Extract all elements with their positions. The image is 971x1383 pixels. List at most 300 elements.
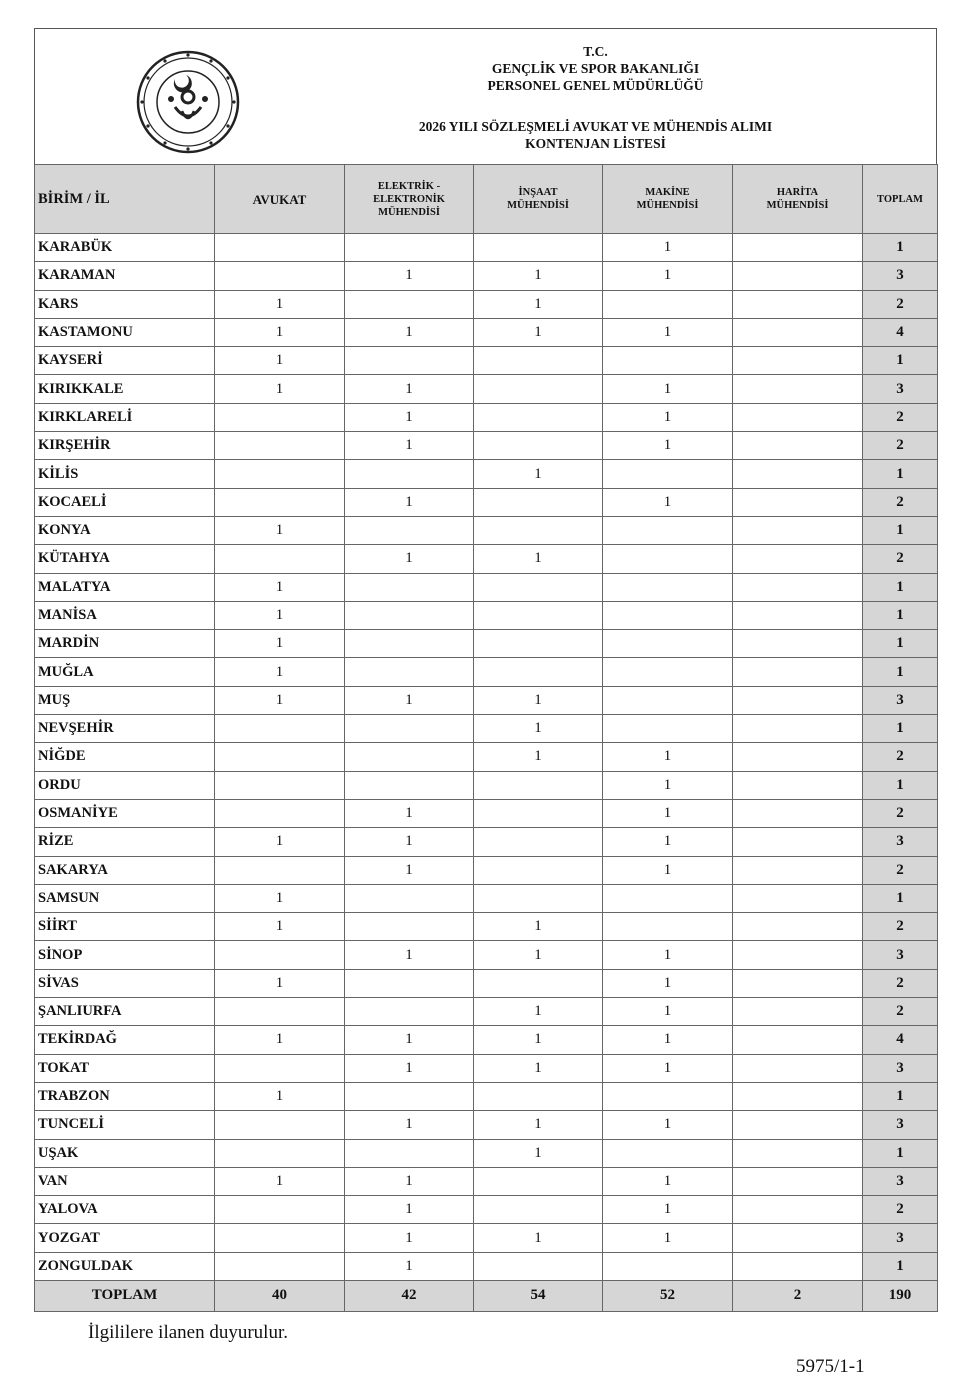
quota-cell [733, 234, 863, 262]
province-name: ZONGULDAK [35, 1252, 215, 1280]
quota-cell: 1 [345, 488, 474, 516]
province-name: KIRIKKALE [35, 375, 215, 403]
quota-cell: 1 [474, 1224, 603, 1252]
row-total: 2 [863, 1196, 938, 1224]
province-name: YOZGAT [35, 1224, 215, 1252]
province-name: SAMSUN [35, 884, 215, 912]
quota-cell [603, 884, 733, 912]
table-row [35, 432, 938, 460]
row-total: 1 [863, 884, 938, 912]
province-name: ORDU [35, 771, 215, 799]
col-header-survey-line: MÜHENDİSİ [766, 200, 829, 211]
col-header-mechanical [603, 165, 733, 234]
table-row [35, 1252, 938, 1280]
province-name: SİNOP [35, 941, 215, 969]
table-body [35, 234, 938, 1281]
quota-cell [733, 799, 863, 827]
quota-cell [474, 234, 603, 262]
totals-row [35, 1280, 938, 1311]
quota-cell: 1 [345, 375, 474, 403]
quota-cell [733, 601, 863, 629]
province-name: KARS [35, 290, 215, 318]
province-name: YALOVA [35, 1196, 215, 1224]
document-code: 5975/1-1 [796, 1356, 865, 1377]
col-header-unit: BİRİM / İL [35, 165, 215, 234]
quota-cell [733, 998, 863, 1026]
quota-cell [345, 913, 474, 941]
quota-cell [345, 630, 474, 658]
quota-cell: 1 [603, 1026, 733, 1054]
table-row [35, 460, 938, 488]
quota-cell [474, 375, 603, 403]
totals-grand: 190 [863, 1280, 938, 1311]
quota-cell: 1 [603, 1224, 733, 1252]
row-total: 1 [863, 658, 938, 686]
quota-cell [215, 262, 345, 290]
quota-cell: 1 [345, 545, 474, 573]
quota-cell: 1 [345, 828, 474, 856]
quota-cell [733, 1054, 863, 1082]
table-row [35, 488, 938, 516]
quota-cell: 1 [345, 1224, 474, 1252]
row-total: 1 [863, 516, 938, 544]
quota-cell: 1 [215, 318, 345, 346]
quota-cell: 1 [215, 516, 345, 544]
col-header-civil-line: İNŞAAT [518, 187, 558, 198]
table-row [35, 630, 938, 658]
quota-cell: 1 [474, 460, 603, 488]
quota-cell [603, 1139, 733, 1167]
province-name: NEVŞEHİR [35, 715, 215, 743]
quota-cell: 1 [603, 488, 733, 516]
row-total: 3 [863, 375, 938, 403]
col-header-civil-line: MÜHENDİSİ [507, 200, 569, 211]
quota-cell [215, 715, 345, 743]
quota-cell: 1 [345, 318, 474, 346]
province-name: KARAMAN [35, 262, 215, 290]
col-header-electrical [345, 165, 474, 234]
quota-cell [345, 1139, 474, 1167]
row-total: 1 [863, 460, 938, 488]
quota-cell: 1 [215, 347, 345, 375]
quota-cell [733, 1252, 863, 1280]
quota-cell [474, 658, 603, 686]
table-row [35, 516, 938, 544]
table-row [35, 1082, 938, 1110]
quota-cell: 1 [215, 1026, 345, 1054]
quota-cell [474, 601, 603, 629]
quota-cell: 1 [215, 290, 345, 318]
col-header-civil [474, 165, 603, 234]
quota-cell [345, 347, 474, 375]
quota-cell [345, 1082, 474, 1110]
quota-cell [345, 290, 474, 318]
quota-cell [733, 488, 863, 516]
totals-label: TOPLAM [35, 1280, 215, 1311]
quota-cell [733, 1111, 863, 1139]
quota-cell [474, 799, 603, 827]
quota-cell: 1 [345, 432, 474, 460]
document-sheet [34, 28, 937, 1312]
quota-cell [733, 658, 863, 686]
row-total: 2 [863, 290, 938, 318]
header-line-title: 2026 YILI SÖZLEŞMELİ AVUKAT VE MÜHENDİS ALIMI [418, 119, 773, 134]
quota-cell: 1 [603, 941, 733, 969]
province-name: KOCAELİ [35, 488, 215, 516]
quota-cell [733, 884, 863, 912]
quota-cell: 1 [215, 686, 345, 714]
row-total: 4 [863, 1026, 938, 1054]
announcement-note: İlgililere ilanen duyurulur. [88, 1322, 288, 1343]
header-line-ministry: GENÇLİK VE SPOR BAKANLIĞI [491, 61, 700, 76]
quota-cell: 1 [345, 1196, 474, 1224]
quota-cell [215, 403, 345, 431]
quota-cell [474, 1252, 603, 1280]
row-total: 2 [863, 488, 938, 516]
table-row [35, 1224, 938, 1252]
quota-cell: 1 [474, 1054, 603, 1082]
quota-cell [345, 771, 474, 799]
quota-cell [345, 743, 474, 771]
quota-cell [733, 969, 863, 997]
quota-cell: 1 [345, 1167, 474, 1195]
quota-cell [474, 347, 603, 375]
col-header-total: TOPLAM [863, 165, 938, 234]
quota-cell: 1 [345, 262, 474, 290]
table-header-row [35, 165, 938, 234]
row-total: 1 [863, 771, 938, 799]
table-row [35, 347, 938, 375]
table-row [35, 715, 938, 743]
col-header-survey [733, 165, 863, 234]
table-row [35, 856, 938, 884]
quota-cell [215, 460, 345, 488]
totals-cell: 40 [215, 1280, 345, 1311]
table-row [35, 375, 938, 403]
quota-cell [733, 432, 863, 460]
quota-cell: 1 [215, 828, 345, 856]
row-total: 1 [863, 1252, 938, 1280]
quota-cell [733, 347, 863, 375]
quota-cell: 1 [345, 1111, 474, 1139]
quota-cell: 1 [345, 403, 474, 431]
quota-cell: 1 [603, 403, 733, 431]
table-row [35, 290, 938, 318]
quota-cell [733, 290, 863, 318]
quota-cell [215, 234, 345, 262]
quota-cell [733, 262, 863, 290]
quota-cell [215, 941, 345, 969]
province-name: SAKARYA [35, 856, 215, 884]
row-total: 3 [863, 828, 938, 856]
quota-cell [474, 828, 603, 856]
quota-cell: 1 [603, 262, 733, 290]
quota-cell [345, 460, 474, 488]
province-name: ŞANLIURFA [35, 998, 215, 1026]
quota-cell [733, 1224, 863, 1252]
province-name: KASTAMONU [35, 318, 215, 346]
quota-cell [603, 347, 733, 375]
quota-cell [603, 460, 733, 488]
table-row [35, 1111, 938, 1139]
quota-cell: 1 [603, 969, 733, 997]
table-row [35, 318, 938, 346]
quota-cell: 1 [603, 432, 733, 460]
document-header [34, 28, 937, 164]
quota-cell [733, 573, 863, 601]
quota-cell [345, 234, 474, 262]
quota-cell [215, 1139, 345, 1167]
quota-cell: 1 [345, 1026, 474, 1054]
row-total: 1 [863, 234, 938, 262]
col-header-survey-line: HARİTA [776, 187, 819, 198]
province-name: TEKİRDAĞ [35, 1026, 215, 1054]
quota-cell: 1 [603, 856, 733, 884]
quota-cell [474, 516, 603, 544]
quota-cell: 1 [603, 1167, 733, 1195]
header-line-tc: T.C. [583, 44, 608, 59]
province-name: VAN [35, 1167, 215, 1195]
province-name: KARABÜK [35, 234, 215, 262]
row-total: 3 [863, 941, 938, 969]
quota-cell: 1 [474, 545, 603, 573]
table-row [35, 686, 938, 714]
quota-cell [603, 573, 733, 601]
quota-cell [733, 516, 863, 544]
row-total: 2 [863, 856, 938, 884]
quota-cell: 1 [474, 998, 603, 1026]
quota-cell [474, 1082, 603, 1110]
quota-cell: 1 [215, 913, 345, 941]
table-row [35, 1026, 938, 1054]
quota-cell [474, 1196, 603, 1224]
quota-cell: 1 [603, 1111, 733, 1139]
table-row [35, 234, 938, 262]
totals-cell: 54 [474, 1280, 603, 1311]
quota-cell: 1 [603, 799, 733, 827]
quota-cell [733, 460, 863, 488]
table-row [35, 403, 938, 431]
province-name: OSMANİYE [35, 799, 215, 827]
quota-cell [733, 771, 863, 799]
totals-cell: 2 [733, 1280, 863, 1311]
province-name: MARDİN [35, 630, 215, 658]
quota-cell [215, 771, 345, 799]
col-header-lawyer: AVUKAT [215, 165, 345, 234]
quota-cell: 1 [474, 1026, 603, 1054]
province-name: MUĞLA [35, 658, 215, 686]
quota-cell: 1 [215, 1167, 345, 1195]
quota-cell [474, 432, 603, 460]
table-row [35, 262, 938, 290]
quota-cell [603, 913, 733, 941]
quota-cell [345, 998, 474, 1026]
quota-cell: 1 [345, 1054, 474, 1082]
table-row [35, 828, 938, 856]
quota-cell [603, 715, 733, 743]
table-row [35, 743, 938, 771]
quota-cell [474, 969, 603, 997]
row-total: 2 [863, 799, 938, 827]
quota-cell [474, 403, 603, 431]
table-row [35, 884, 938, 912]
quota-cell: 1 [603, 828, 733, 856]
quota-cell [603, 630, 733, 658]
table-row [35, 573, 938, 601]
quota-cell: 1 [474, 318, 603, 346]
table-row [35, 913, 938, 941]
row-total: 2 [863, 913, 938, 941]
province-name: MUŞ [35, 686, 215, 714]
row-total: 1 [863, 630, 938, 658]
province-name: TRABZON [35, 1082, 215, 1110]
quota-cell [733, 941, 863, 969]
quota-cell [345, 658, 474, 686]
province-name: KIRKLARELİ [35, 403, 215, 431]
quota-cell [474, 573, 603, 601]
province-name: SİVAS [35, 969, 215, 997]
header-line-directorate: PERSONEL GENEL MÜDÜRLÜĞÜ [487, 78, 704, 93]
quota-cell: 1 [215, 573, 345, 601]
province-name: KİLİS [35, 460, 215, 488]
quota-cell [215, 1224, 345, 1252]
quota-cell [733, 743, 863, 771]
row-total: 2 [863, 998, 938, 1026]
quota-cell: 1 [474, 941, 603, 969]
quota-cell: 1 [603, 743, 733, 771]
quota-cell [733, 545, 863, 573]
quota-cell [345, 516, 474, 544]
quota-cell [215, 998, 345, 1026]
quota-cell [733, 630, 863, 658]
table-row [35, 969, 938, 997]
quota-table [34, 164, 938, 1312]
province-name: KAYSERİ [35, 347, 215, 375]
quota-cell [603, 1082, 733, 1110]
quota-cell [733, 715, 863, 743]
row-total: 2 [863, 743, 938, 771]
totals-cell: 52 [603, 1280, 733, 1311]
quota-cell: 1 [215, 1082, 345, 1110]
quota-cell: 1 [345, 856, 474, 884]
col-header-electrical-line: ELEKTRONİK [373, 193, 445, 205]
quota-cell: 1 [474, 686, 603, 714]
row-total: 1 [863, 1139, 938, 1167]
row-total: 3 [863, 1167, 938, 1195]
province-name: MALATYA [35, 573, 215, 601]
ministry-logo-icon [135, 49, 241, 155]
quota-cell: 1 [215, 658, 345, 686]
province-name: TUNCELİ [35, 1111, 215, 1139]
quota-cell [215, 856, 345, 884]
row-total: 2 [863, 432, 938, 460]
table-row [35, 998, 938, 1026]
quota-cell [733, 828, 863, 856]
quota-cell [733, 1139, 863, 1167]
row-total: 3 [863, 1224, 938, 1252]
col-header-electrical-line: MÜHENDİSİ [378, 206, 440, 218]
row-total: 1 [863, 573, 938, 601]
quota-cell [345, 969, 474, 997]
col-header-mechanical-line: MÜHENDİSİ [636, 200, 699, 211]
quota-cell: 1 [603, 771, 733, 799]
quota-cell [215, 1054, 345, 1082]
quota-cell: 1 [474, 715, 603, 743]
quota-cell: 1 [474, 743, 603, 771]
quota-cell [733, 375, 863, 403]
row-total: 2 [863, 403, 938, 431]
quota-cell [215, 799, 345, 827]
quota-cell: 1 [215, 969, 345, 997]
province-name: UŞAK [35, 1139, 215, 1167]
row-total: 3 [863, 686, 938, 714]
quota-cell [603, 516, 733, 544]
quota-cell: 1 [215, 630, 345, 658]
table-row [35, 799, 938, 827]
table-row [35, 1167, 938, 1195]
quota-cell: 1 [474, 913, 603, 941]
quota-cell: 1 [474, 1111, 603, 1139]
quota-cell [603, 658, 733, 686]
quota-cell [733, 856, 863, 884]
table-row [35, 1196, 938, 1224]
quota-cell [345, 715, 474, 743]
quota-cell [215, 545, 345, 573]
col-header-mechanical-line: MAKİNE [645, 187, 690, 198]
quota-cell: 1 [345, 686, 474, 714]
table-row [35, 1139, 938, 1167]
province-name: KÜTAHYA [35, 545, 215, 573]
quota-cell: 1 [603, 375, 733, 403]
quota-cell [733, 1082, 863, 1110]
header-title-block [275, 43, 916, 152]
quota-cell [474, 488, 603, 516]
table-row [35, 545, 938, 573]
province-name: KONYA [35, 516, 215, 544]
quota-cell [603, 686, 733, 714]
quota-cell [345, 573, 474, 601]
quota-cell: 1 [603, 318, 733, 346]
quota-cell: 1 [345, 941, 474, 969]
province-name: SİİRT [35, 913, 215, 941]
table-row [35, 658, 938, 686]
province-name: TOKAT [35, 1054, 215, 1082]
row-total: 3 [863, 1111, 938, 1139]
quota-cell [733, 403, 863, 431]
quota-cell [733, 1167, 863, 1195]
quota-cell: 1 [474, 262, 603, 290]
quota-cell [215, 1196, 345, 1224]
quota-cell [474, 771, 603, 799]
quota-cell [345, 601, 474, 629]
quota-cell [603, 290, 733, 318]
quota-cell [215, 1252, 345, 1280]
province-name: MANİSA [35, 601, 215, 629]
quota-cell [474, 630, 603, 658]
quota-cell [603, 601, 733, 629]
quota-cell [474, 1167, 603, 1195]
quota-cell [474, 856, 603, 884]
table-row [35, 941, 938, 969]
quota-cell: 1 [603, 998, 733, 1026]
totals-cell: 42 [345, 1280, 474, 1311]
quota-cell [215, 743, 345, 771]
row-total: 1 [863, 601, 938, 629]
table-row [35, 601, 938, 629]
row-total: 1 [863, 715, 938, 743]
row-total: 1 [863, 347, 938, 375]
quota-cell: 1 [215, 601, 345, 629]
